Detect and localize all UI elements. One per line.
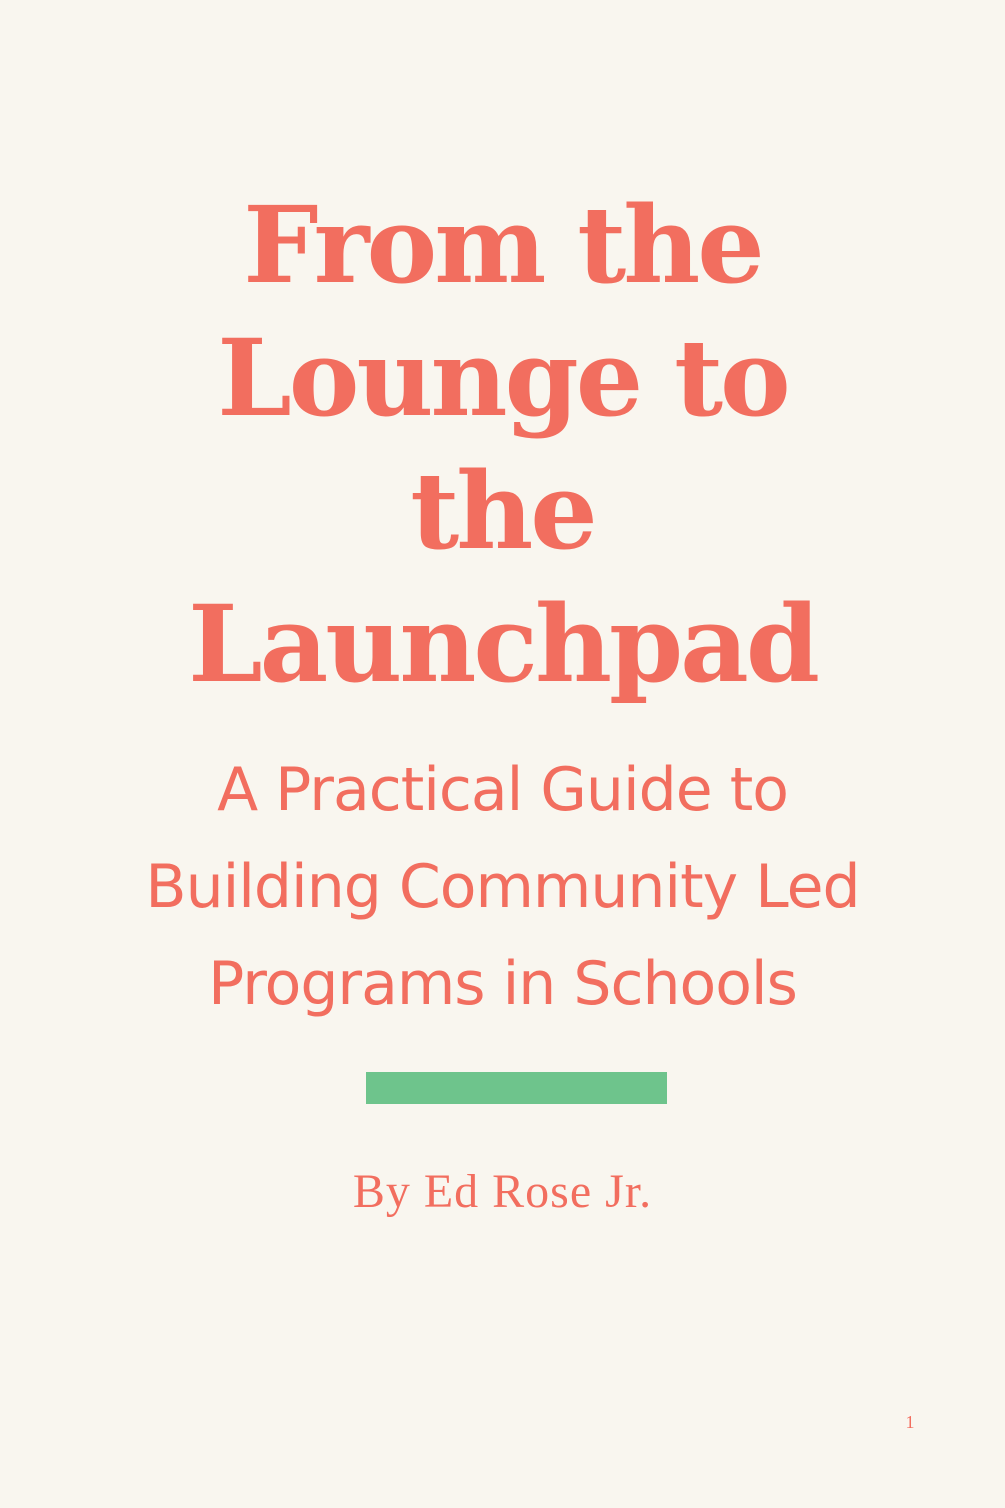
subtitle-line-3: Programs in Schools <box>208 949 797 1019</box>
title-line-4: Launchpad <box>188 581 817 706</box>
title-line-3: the <box>410 448 595 573</box>
subtitle-line-1: A Practical Guide to <box>217 755 788 825</box>
subtitle-line-2: Building Community Led <box>145 852 860 922</box>
page-number: 1 <box>905 1412 915 1432</box>
title-line-1: From the <box>243 182 762 307</box>
book-title <box>0 178 1005 710</box>
green-divider-bar <box>366 1072 667 1104</box>
title-line-2: Lounge to <box>217 315 788 440</box>
book-subtitle <box>0 742 1005 1033</box>
author-byline: By Ed Rose Jr. <box>352 1165 653 1218</box>
